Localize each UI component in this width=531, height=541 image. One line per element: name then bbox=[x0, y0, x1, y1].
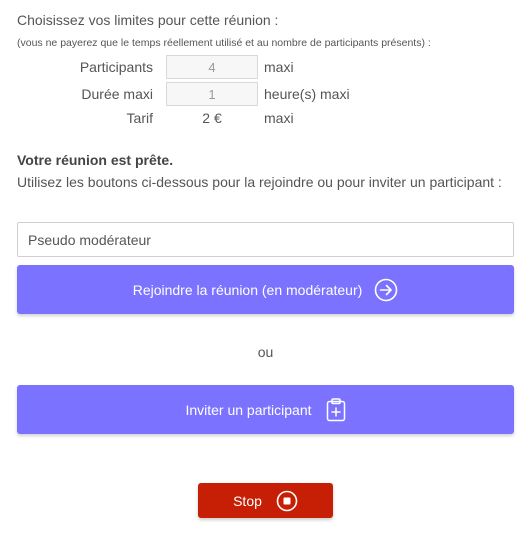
ready-title: Votre réunion est prête. bbox=[17, 152, 174, 168]
join-meeting-label: Rejoindre la réunion (en modérateur) bbox=[132, 281, 363, 298]
participants-unit: maxi bbox=[264, 59, 294, 75]
limits-note: (vous ne payerez que le temps réellement utilisé et au nombre de participants présents) : bbox=[17, 37, 431, 49]
duration-unit: heure(s) maxi bbox=[264, 86, 350, 102]
tarif-unit: maxi bbox=[264, 110, 294, 126]
stop-label: Stop bbox=[233, 492, 262, 509]
or-separator: ou bbox=[257, 344, 274, 360]
limits-intro: Choisissez vos limites pour cette réunion : bbox=[17, 12, 279, 28]
duration-field[interactable]: 1 bbox=[166, 82, 258, 106]
tarif-label: Tarif bbox=[126, 110, 153, 126]
stop-button[interactable] bbox=[198, 483, 333, 518]
participants-label: Participants bbox=[79, 59, 153, 75]
pseudo-input[interactable] bbox=[17, 222, 514, 257]
ready-subtitle: Utilisez les boutons ci-dessous pour la rejoindre ou pour inviter un participant : bbox=[17, 174, 502, 190]
duration-label: Durée maxi bbox=[81, 86, 153, 102]
clipboard-plus-icon bbox=[326, 398, 346, 422]
join-meeting-button[interactable] bbox=[17, 265, 514, 314]
invite-participant-button[interactable] bbox=[17, 385, 514, 434]
arrow-right-circle-icon bbox=[374, 278, 398, 302]
tarif-value: 2 € bbox=[202, 110, 222, 126]
participants-field[interactable]: 4 bbox=[166, 55, 258, 79]
stop-circle-icon bbox=[276, 490, 298, 512]
invite-participant-label: Inviter un participant bbox=[185, 401, 312, 418]
